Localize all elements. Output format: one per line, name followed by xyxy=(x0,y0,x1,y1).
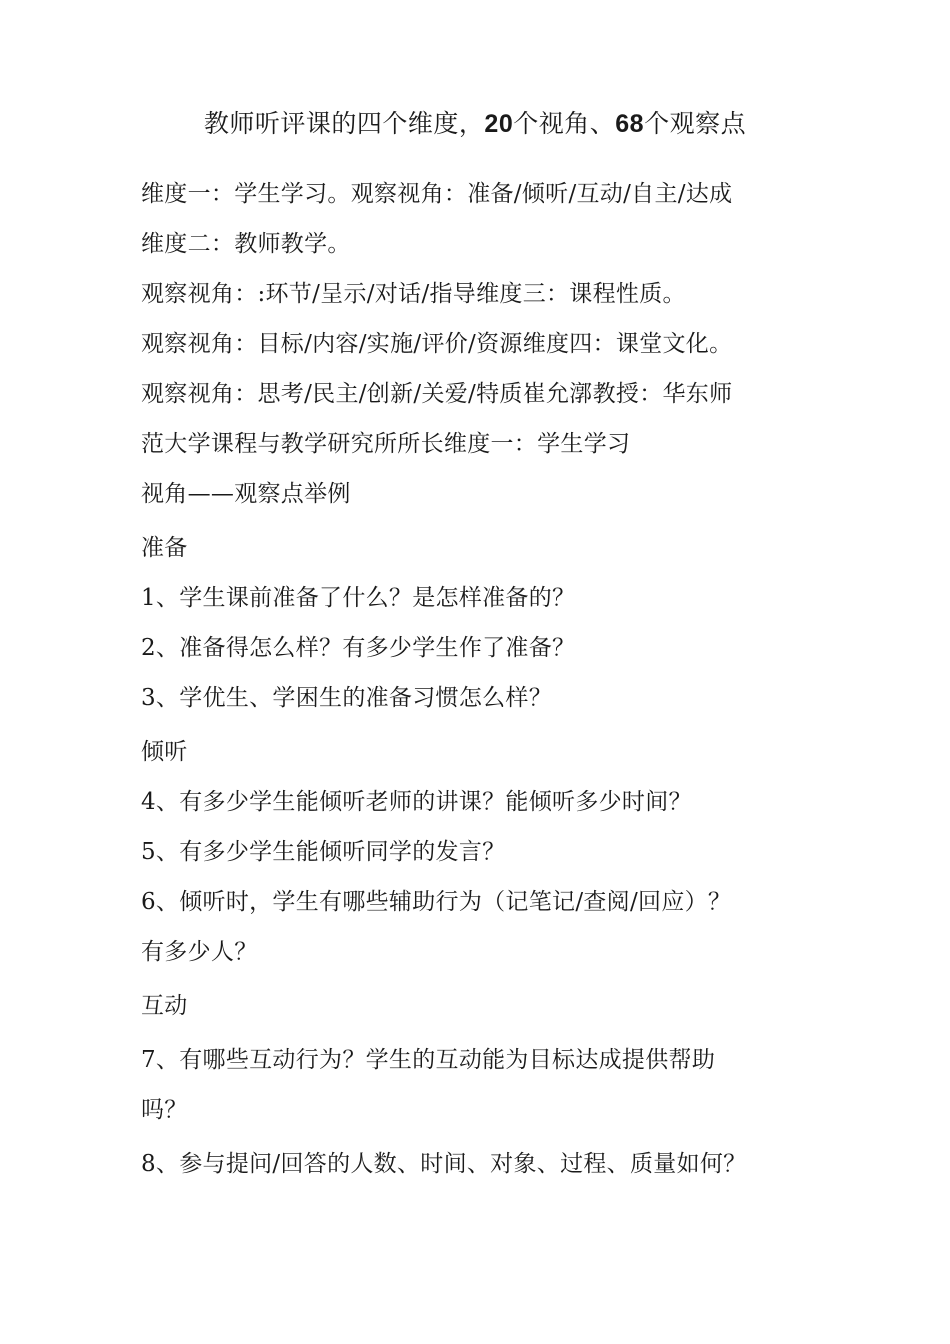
body-line: 观察视角：:环节/呈示/对话/指导维度三：课程性质。 xyxy=(141,281,686,307)
list-item: 6、倾听时，学生有哪些辅助行为（记笔记/查阅/回应）？ xyxy=(141,889,732,915)
title-part-3: 个观察点 xyxy=(644,109,747,138)
title-number-68: 68 xyxy=(615,110,645,138)
title-part-2: 个视角、 xyxy=(513,109,616,138)
body-line: 维度一：学生学习。观察视角：准备/倾听/互动/自主/达成 xyxy=(141,181,733,207)
body-line: 维度二：教师教学。 xyxy=(141,231,351,257)
body-line: 范大学课程与教学研究所所长维度一：学生学习 xyxy=(141,431,631,457)
body-line: 观察视角：思考/民主/创新/关爱/特质崔允漷教授：华东师 xyxy=(141,381,733,407)
list-item-continued: 有多少人？ xyxy=(141,939,258,965)
title-number-20: 20 xyxy=(484,110,514,138)
section-heading-prepare: 准备 xyxy=(141,535,188,561)
list-item: 3、学优生、学困生的准备习惯怎么样？ xyxy=(141,685,553,711)
body-line: 观察视角：目标/内容/实施/评价/资源维度四：课堂文化。 xyxy=(141,331,733,357)
list-item: 8、参与提问/回答的人数、时间、对象、过程、质量如何？ xyxy=(141,1151,747,1177)
list-item: 4、有多少学生能倾听老师的讲课？能倾听多少时间？ xyxy=(141,789,692,815)
document-body xyxy=(141,175,821,1195)
section-heading-interact: 互动 xyxy=(141,993,188,1019)
list-item-continued: 吗？ xyxy=(141,1097,188,1123)
section-heading-listen: 倾听 xyxy=(141,739,188,765)
list-item: 2、准备得怎么样？有多少学生作了准备？ xyxy=(141,635,576,661)
list-item: 7、有哪些互动行为？学生的互动能为目标达成提供帮助 xyxy=(141,1047,716,1073)
document-title xyxy=(0,104,950,144)
list-item: 5、有多少学生能倾听同学的发言？ xyxy=(141,839,506,865)
title-part-1: 教师听评课的四个维度， xyxy=(203,109,485,138)
list-item: 1、学生课前准备了什么？是怎样准备的？ xyxy=(141,585,576,611)
section-heading: 视角——观察点举例 xyxy=(141,481,351,507)
